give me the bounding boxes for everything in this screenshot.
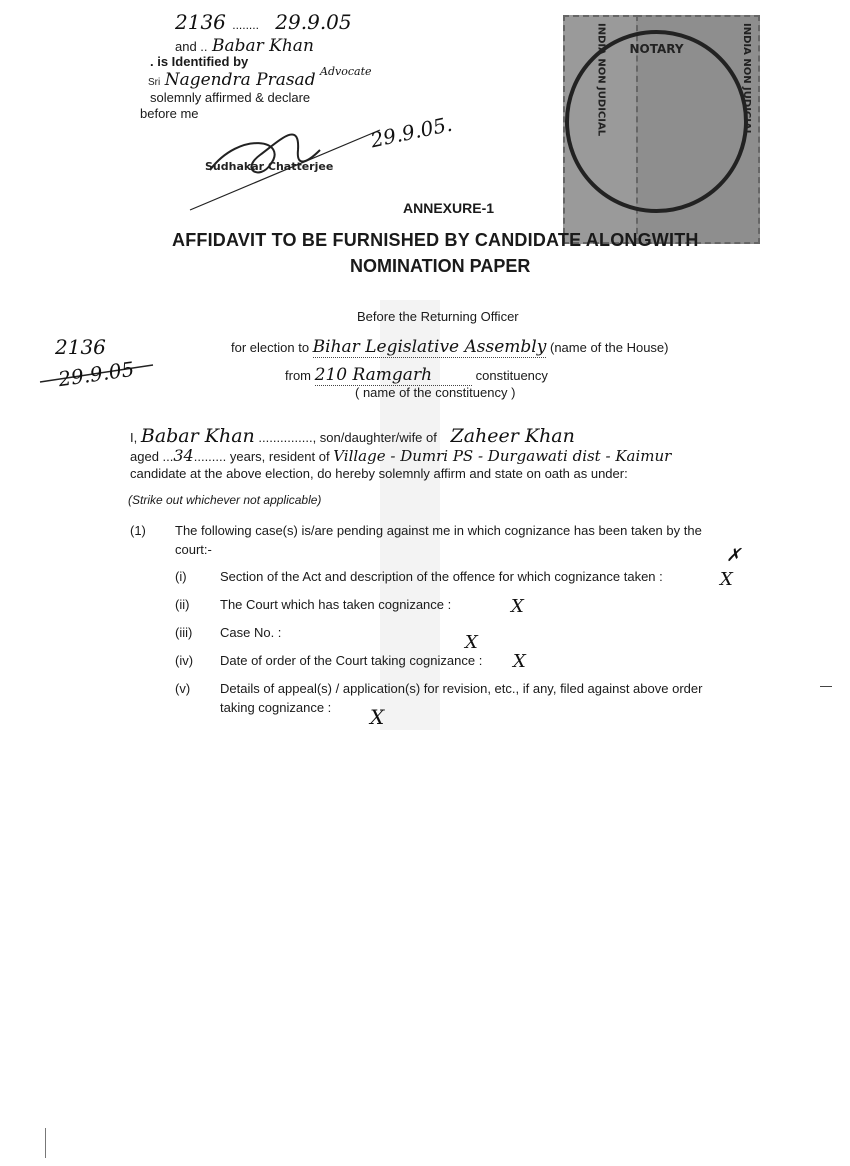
subitem-iii-mark: X: [465, 632, 478, 653]
subitem-i-num: (i): [175, 569, 187, 584]
decl-aged: aged ...: [130, 449, 174, 464]
item1-text2: court:-: [175, 542, 212, 557]
subitem-v-text: Details of appeal(s) / application(s) for revision, etc., if any, filed against above order: [220, 681, 703, 696]
from-prefix: from: [285, 368, 311, 383]
decl-line2: [130, 446, 671, 465]
address-hand: Village - Dumri PS - Durgawati dist - Kaimur: [333, 447, 672, 465]
stamp-1-text: INDIA NON JUDICIAL: [595, 23, 607, 137]
notary-line4-extra: Advocate: [320, 65, 372, 78]
title-line2: NOMINATION PAPER: [350, 256, 531, 276]
notary-line2-prefix: and ..: [175, 39, 208, 54]
election-suffix: (name of the House): [549, 340, 669, 355]
notary-sep: ........: [232, 18, 259, 32]
decl-i: I,: [130, 430, 138, 445]
subitem-i-text: Section of the Act and description of the offence for which cognizance taken :: [220, 569, 663, 584]
election-prefix: for election to: [231, 340, 310, 355]
item1-text1: The following case(s) is/are pending against me in which cognizance has been taken by the: [175, 523, 702, 538]
item1-num: (1): [130, 523, 146, 538]
subitem-v-text2: taking cognizance :: [220, 700, 332, 715]
strike-note: (Strike out whichever not applicable): [128, 493, 322, 507]
annexure-label: ANNEXURE-1: [403, 200, 495, 216]
margin-number: 2136: [55, 335, 106, 359]
constituency-hand: 210 Ramgarh: [315, 365, 472, 386]
candidate-name-hand: Babar Khan: [140, 425, 255, 447]
election-line: [231, 337, 669, 357]
item1-cross: ✗: [726, 545, 742, 566]
election-house-hand: Bihar Legislative Assembly: [312, 337, 547, 357]
from-suffix: constituency: [475, 368, 548, 383]
decl-relation: ..............., son/daughter/wife of: [258, 430, 437, 445]
notary-line4: [148, 65, 372, 90]
subitem-iv-num: (iv): [175, 653, 194, 668]
notary-line3: . is Identified by: [150, 54, 249, 69]
notary-line1: [175, 10, 352, 34]
notary-line6: before me: [140, 106, 199, 121]
subitem-iii-num: (iii): [175, 625, 193, 640]
age-hand: 34: [173, 446, 194, 465]
notary-number: 2136: [175, 10, 226, 34]
notary-line4-prefix: Sri: [148, 77, 161, 88]
decl-resident: ......... years, resident of: [193, 449, 330, 464]
notary-sign-date: 29.9.05.: [368, 111, 455, 153]
subitem-ii-text: The Court which has taken cognizance :: [220, 597, 452, 612]
scan-edge-line: [45, 1128, 46, 1158]
notary-date: 29.9.05: [275, 10, 352, 34]
margin-date: 29.9.05: [56, 356, 136, 392]
round-seal-text: NOTARY: [629, 42, 684, 56]
constituency-note: ( name of the constituency ): [355, 385, 516, 400]
scan-mark: [820, 686, 832, 687]
notary-line4-hand: Nagendra Prasad: [164, 70, 316, 90]
subitem-v-num: (v): [175, 681, 191, 696]
notary-name-stamp: Sudhakar Chatterjee: [205, 160, 334, 173]
title-line1: AFFIDAVIT TO BE FURNISHED BY CANDIDATE ALONGWITH: [172, 230, 699, 250]
subitem-v-mark: X: [370, 705, 385, 729]
subitem-iv-mark: X: [513, 651, 526, 672]
father-name-hand: Zaheer Khan: [450, 425, 575, 447]
subitem-ii-mark: X: [511, 596, 524, 617]
subitem-ii-num: (ii): [175, 597, 190, 612]
notary-line2-hand: Babar Khan: [211, 36, 314, 56]
subitem-iii-text: Case No. :: [220, 625, 282, 640]
round-seal: [565, 30, 748, 213]
decl-line1: [130, 425, 575, 447]
before-returning-officer: Before the Returning Officer: [357, 309, 519, 324]
notary-line5: solemnly affirmed & declare: [150, 90, 311, 105]
stamp-2-text: INDIA NON JUDICIAL: [741, 23, 752, 137]
notary-line2: [175, 36, 314, 56]
decl-line3: candidate at the above election, do hereby solemnly affirm and state on oath as under:: [130, 466, 628, 481]
subitem-iv-text: Date of order of the Court taking cognizance :: [220, 653, 483, 668]
subitem-i-mark: X: [720, 569, 733, 590]
from-line: [285, 365, 548, 385]
